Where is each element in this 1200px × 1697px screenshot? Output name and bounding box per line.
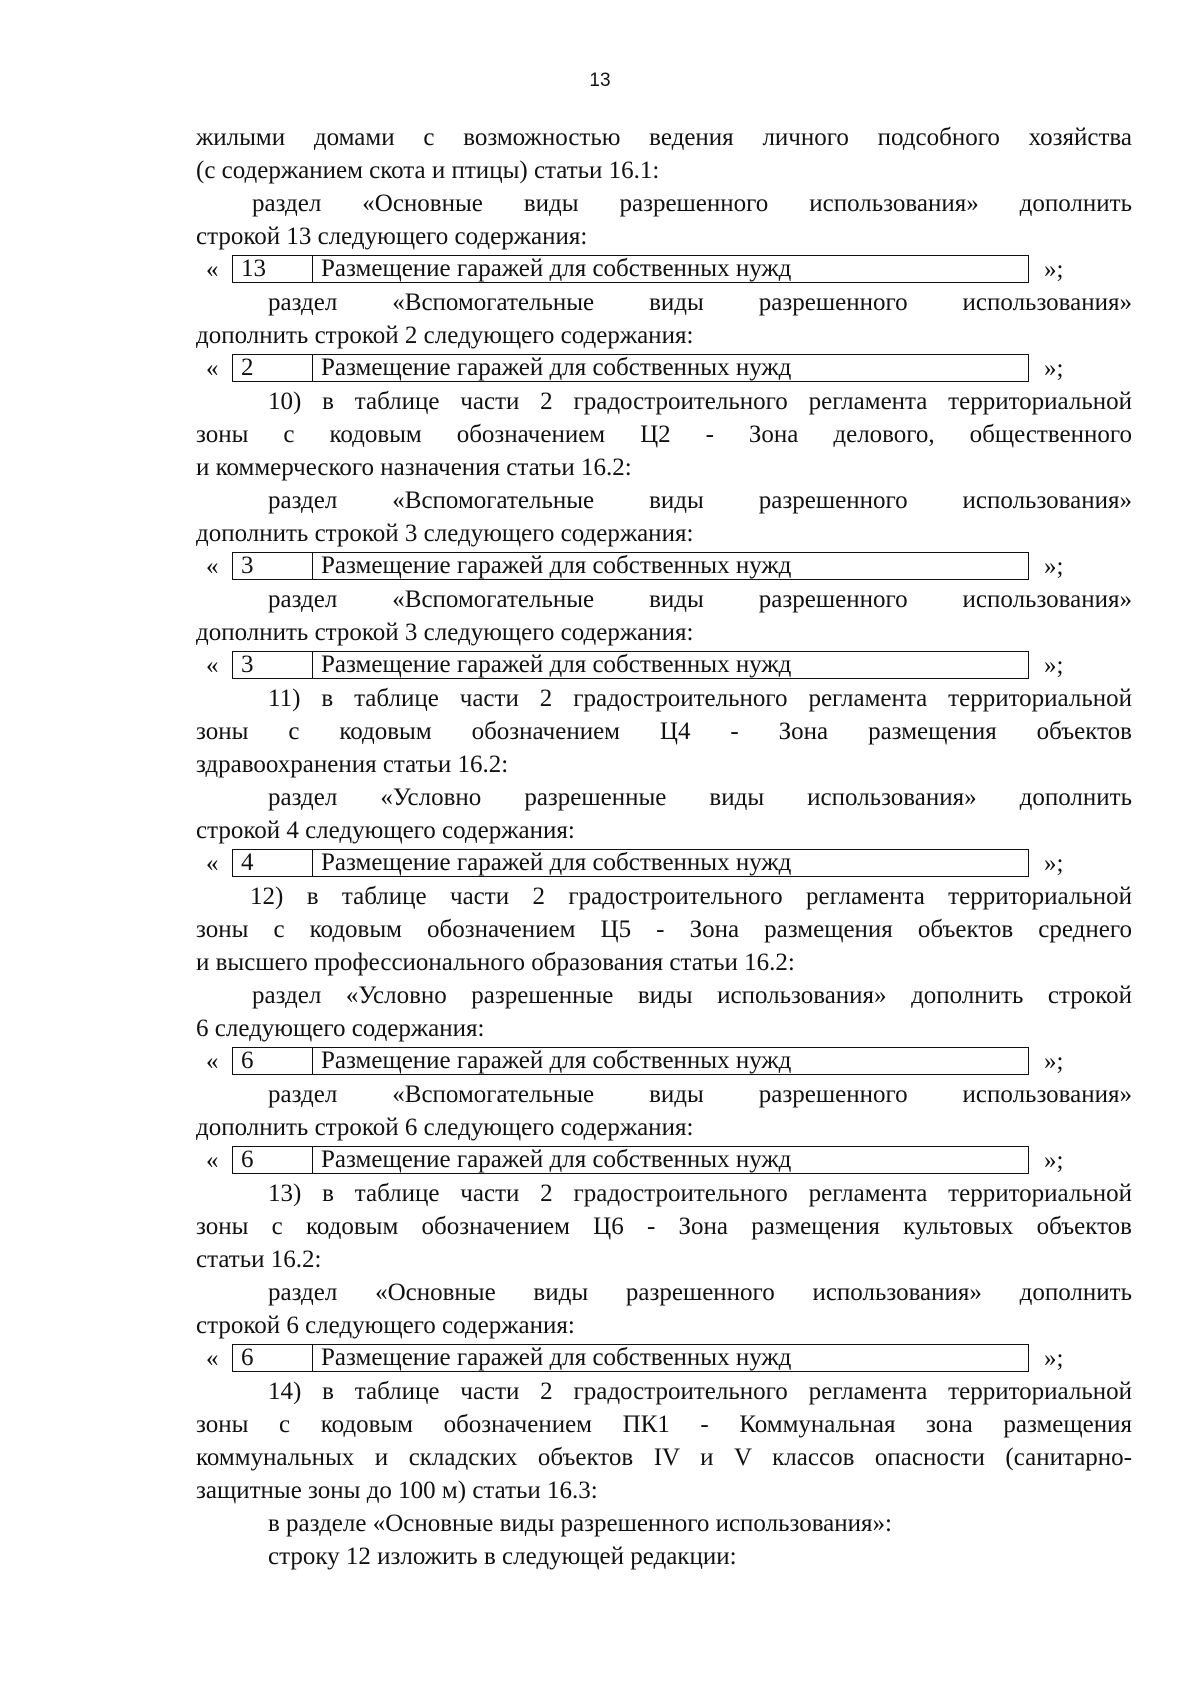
table-row [196,847,1132,880]
close-quote: »; [1044,652,1064,679]
table-box [232,354,1029,382]
open-quote: « [206,1147,219,1174]
open-quote: « [206,256,219,283]
table-box [232,1047,1029,1075]
paragraph-line: статьи 16.2: [196,1246,322,1273]
table-row [196,253,1132,286]
paragraph-line: дополнить строкой 6 следующего содержания: [196,1114,694,1141]
paragraph-line: раздел «Вспомогательные виды разрешенного использования» [268,487,1132,514]
paragraph-line: жилыми домами с возможностью ведения личного подсобного хозяйства [196,124,1132,151]
paragraph-line: строкой 6 следующего содержания: [196,1312,575,1339]
page-number: 13 [589,70,611,91]
paragraph-line: зоны с кодовым обозначением Ц4 - Зона размещения объектов [196,718,1132,745]
table-row [196,1045,1132,1078]
row-text-cell: Размещение гаражей для собственных нужд [321,354,792,381]
row-text-cell: Размещение гаражей для собственных нужд [321,1047,792,1074]
row-number-cell: 6 [233,1345,313,1371]
row-number-cell: 3 [233,553,313,579]
paragraph-line: защитные зоны до 100 м) статьи 16.3: [196,1477,598,1504]
paragraph-line: раздел «Вспомогательные виды разрешенного использования» [268,289,1132,316]
table-row [196,1342,1132,1375]
open-quote: « [206,850,219,877]
paragraph-line: дополнить строкой 3 следующего содержания: [196,520,694,547]
paragraph-line: 11) в таблице части 2 градостроительного регламента территориальной [268,685,1132,712]
paragraph-line: раздел «Условно разрешенные виды использования» дополнить строкой [252,982,1132,1009]
paragraph-line: 10) в таблице части 2 градостроительного регламента территориальной [268,388,1132,415]
table-box [232,849,1029,877]
open-quote: « [206,553,219,580]
paragraph-line: в разделе «Основные виды разрешенного использования»: [268,1510,892,1537]
paragraph-line: 14) в таблице части 2 градостроительного регламента территориальной [268,1378,1132,1405]
close-quote: »; [1044,1147,1064,1174]
paragraph-line: строкой 4 следующего содержания: [196,817,575,844]
paragraph-line: и высшего профессионального образования статьи 16.2: [196,949,795,976]
close-quote: »; [1044,256,1064,283]
row-text-cell: Размещение гаражей для собственных нужд [321,651,792,678]
paragraph-line: строку 12 изложить в следующей редакции: [268,1543,737,1570]
row-text-cell: Размещение гаражей для собственных нужд [321,1344,792,1371]
row-number-cell: 3 [233,652,313,678]
paragraph-line: 12) в таблице части 2 градостроительного регламента территориальной [250,883,1132,910]
paragraph-line: зоны с кодовым обозначением Ц5 - Зона размещения объектов среднего [196,916,1132,943]
close-quote: »; [1044,1048,1064,1075]
table-row [196,649,1132,682]
close-quote: »; [1044,553,1064,580]
document-body [196,121,1132,1573]
paragraph-line: (с содержанием скота и птицы) статьи 16.1: [196,157,660,184]
open-quote: « [206,652,219,679]
open-quote: « [206,355,219,382]
close-quote: »; [1044,355,1064,382]
paragraph-line: раздел «Основные виды разрешенного использования» дополнить [252,190,1132,217]
row-text-cell: Размещение гаражей для собственных нужд [321,552,792,579]
paragraph-line: раздел «Условно разрешенные виды использования» дополнить [268,784,1132,811]
table-box [232,552,1029,580]
paragraph-line: 6 следующего содержания: [196,1015,485,1042]
table-box [232,255,1029,283]
open-quote: « [206,1345,219,1372]
table-row [196,550,1132,583]
table-box [232,1146,1029,1174]
paragraph-line: дополнить строкой 3 следующего содержания: [196,619,694,646]
paragraph-line: раздел «Основные виды разрешенного использования» дополнить [268,1279,1132,1306]
close-quote: »; [1044,850,1064,877]
paragraph-line: и коммерческого назначения статьи 16.2: [196,454,632,481]
paragraph-line: коммунальных и складских объектов IV и V классов опасности (санитарно- [196,1444,1132,1471]
row-number-cell: 6 [233,1048,313,1074]
paragraph-line: здравоохранения статьи 16.2: [196,751,509,778]
table-box [232,651,1029,679]
paragraph-line: 13) в таблице части 2 градостроительного регламента территориальной [268,1180,1132,1207]
close-quote: »; [1044,1345,1064,1372]
open-quote: « [206,1048,219,1075]
table-row [196,1144,1132,1177]
paragraph-line: зоны с кодовым обозначением Ц6 - Зона размещения культовых объектов [196,1213,1132,1240]
paragraph-line: дополнить строкой 2 следующего содержания: [196,322,694,349]
paragraph-line: раздел «Вспомогательные виды разрешенного использования» [268,1081,1132,1108]
row-text-cell: Размещение гаражей для собственных нужд [321,849,792,876]
paragraph-line: строкой 13 следующего содержания: [196,223,588,250]
row-number-cell: 4 [233,850,313,876]
paragraph-line: зоны с кодовым обозначением Ц2 - Зона делового, общественного [196,421,1132,448]
row-number-cell: 13 [233,256,313,282]
row-number-cell: 2 [233,355,313,381]
paragraph-line: зоны с кодовым обозначением ПК1 - Коммунальная зона размещения [196,1411,1132,1438]
paragraph-line: раздел «Вспомогательные виды разрешенного использования» [268,586,1132,613]
row-text-cell: Размещение гаражей для собственных нужд [321,255,792,282]
table-box [232,1344,1029,1372]
table-row [196,352,1132,385]
row-number-cell: 6 [233,1147,313,1173]
row-text-cell: Размещение гаражей для собственных нужд [321,1146,792,1173]
